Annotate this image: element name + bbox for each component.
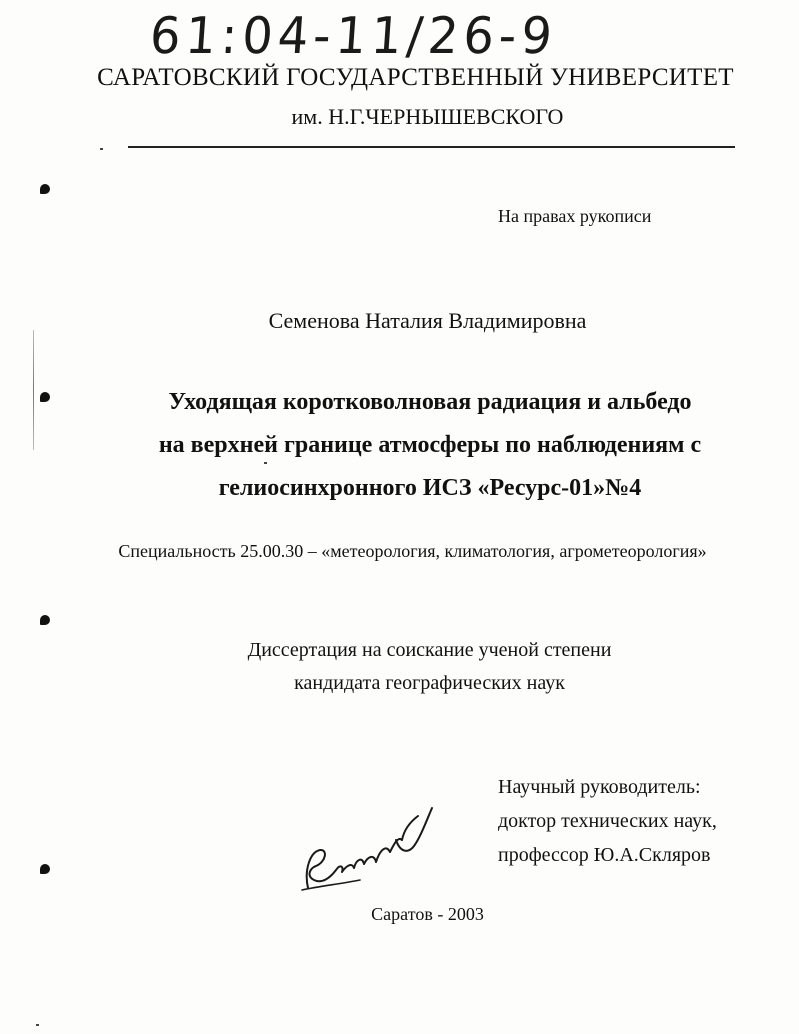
specialty-line: Специальность 25.00.30 – «метеорология, климатология, агрометеорология» <box>118 541 707 561</box>
degree-line: кандидата географических наук <box>294 672 565 694</box>
binder-mark <box>40 184 50 194</box>
author-name: Семенова Наталия Владимировна <box>268 308 587 333</box>
university-name: САРАТОВСКИЙ ГОСУДАРСТВЕННЫЙ УНИВЕРСИТЕТ <box>97 64 734 91</box>
university-named-after: им. Н.Г.ЧЕРНЫШЕВСКОГО <box>291 104 564 129</box>
scientific-advisor <box>498 770 717 872</box>
advisor-line: профессор Ю.А.Скляров <box>498 844 711 866</box>
degree-statement <box>0 634 799 700</box>
title-line: на верхней границе атмосферы по наблюдениям с <box>158 432 702 458</box>
advisor-line: Научный руководитель: <box>498 776 701 798</box>
header-divider <box>128 146 735 148</box>
rights-note: На правах рукописи <box>498 206 652 226</box>
scan-speck <box>36 1024 39 1026</box>
binder-mark <box>40 615 50 625</box>
scan-speck <box>264 462 267 464</box>
binder-mark <box>40 864 50 874</box>
scan-edge-line <box>33 330 34 450</box>
title-line: гелиосинхронного ИСЗ «Ресурс-01»№4 <box>218 475 642 501</box>
city-and-year: Саратов - 2003 <box>371 904 484 924</box>
degree-line: Диссертация на соискание ученой степени <box>247 639 612 661</box>
handwritten-archive-number: 61:04-11/26-9 <box>147 6 559 66</box>
scan-speck <box>100 148 103 150</box>
dissertation-title <box>110 381 750 510</box>
advisor-line: доктор технических наук, <box>498 810 717 832</box>
handwritten-signature <box>300 800 440 895</box>
title-line: Уходящая коротковолновая радиация и альбедо <box>168 389 692 415</box>
binder-mark <box>40 392 50 402</box>
